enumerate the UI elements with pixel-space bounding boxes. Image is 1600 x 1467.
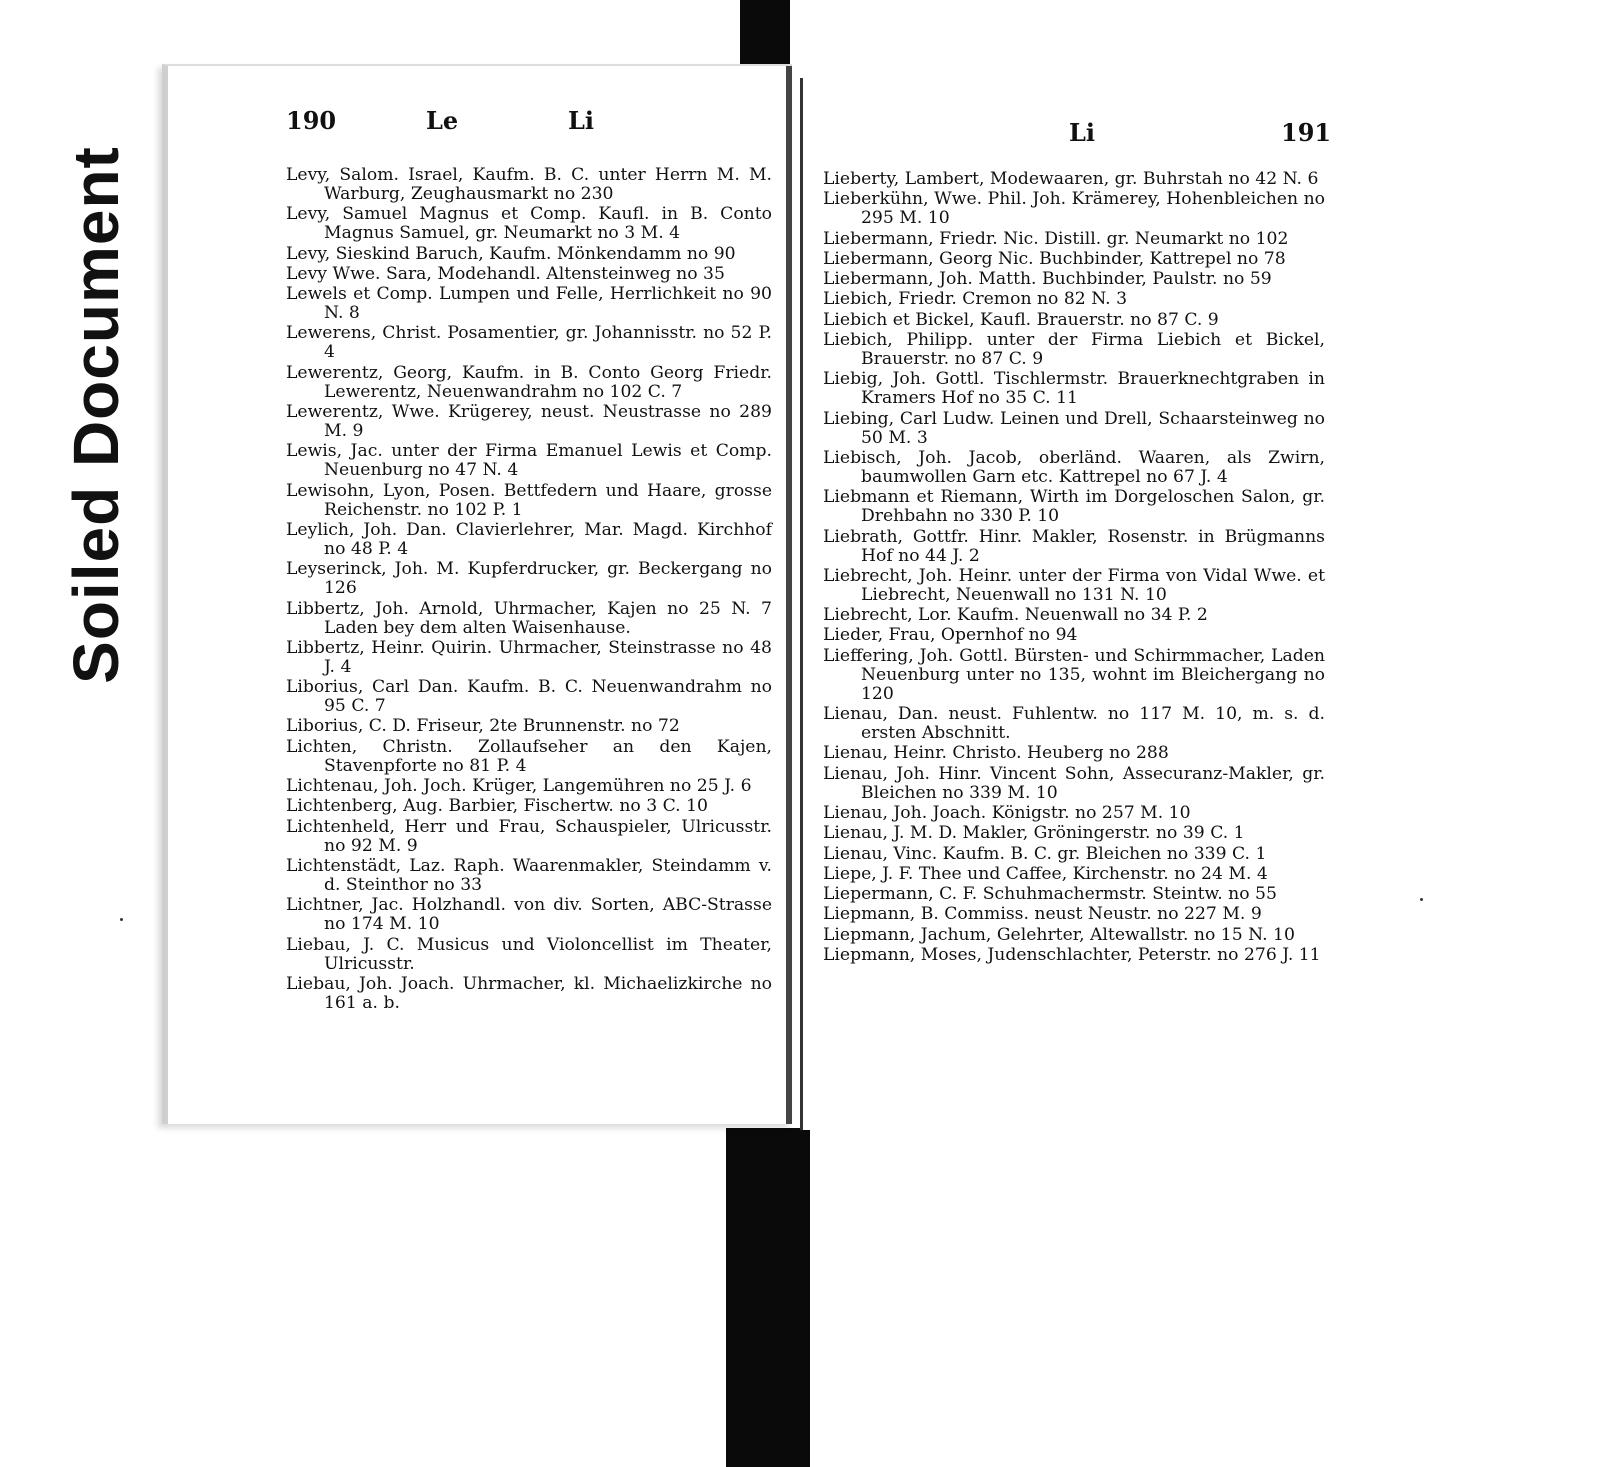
directory-entry: Lienau, Dan. neust. Fuhlentw. no 117 M. 10, m. s. d. ersten Abschnitt. [823,704,1325,744]
book-spine-bottom [726,1128,810,1467]
directory-entry: Liebrath, Gottfr. Hinr. Makler, Rosenstr. in Brügmanns Hof no 44 J. 2 [823,526,1325,566]
directory-entry: Lewerens, Christ. Posamentier, gr. Johannisstr. no 52 P. 4 [286,323,772,363]
left-page-entries [286,166,772,1014]
directory-entry: Lienau, Vinc. Kaufm. B. C. gr. Bleichen no 339 C. 1 [823,843,1267,864]
left-page-heading-1: Le [426,106,459,135]
directory-entry: Lienau, Joh. Hinr. Vincent Sohn, Assecuranz-Makler, gr. Bleichen no 339 M. 10 [823,763,1325,803]
directory-entry: Lichtner, Jac. Holzhandl. von div. Sorten, ABC-Strasse no 174 M. 10 [286,895,772,935]
directory-entry: Lieberty, Lambert, Modewaaren, gr. Buhrstah no 42 N. 6 [823,169,1319,189]
directory-entry: Libbertz, Joh. Arnold, Uhrmacher, Kajen no 25 N. 7 Laden bey dem alten Waisenhause. [286,598,772,638]
soiled-document-stamp [60,146,132,684]
directory-entry: Lieberkühn, Wwe. Phil. Joh. Krämerey, Hohenbleichen no 295 M. 10 [823,189,1325,229]
directory-entry: Lieder, Frau, Opernhof no 94 [823,625,1078,646]
directory-entry: Levy Wwe. Sara, Modehandl. Altensteinweg no 35 [286,263,725,284]
directory-entry: Liebing, Carl Ludw. Leinen und Drell, Schaarsteinweg no 50 M. 3 [823,408,1325,448]
directory-entry: Lewis, Jac. unter der Firma Emanuel Lewis et Comp. Neuenburg no 47 N. 4 [286,441,772,481]
directory-entry: Liepmann, Moses, Judenschlachter, Peterstr. no 276 J. 11 [823,945,1321,966]
left-page-number: 190 [286,106,337,135]
left-page-header [168,106,792,142]
directory-entry: Liebrecht, Joh. Heinr. unter der Firma von Vidal Wwe. et Liebrecht, Neuenwall no 131 N. 10 [823,565,1325,605]
directory-entry: Lewisohn, Lyon, Posen. Bettfedern und Haare, grosse Reichenstr. no 102 P. 1 [286,480,772,520]
directory-entry: Lichtenau, Joh. Joch. Krüger, Langemühren no 25 J. 6 [286,776,752,797]
directory-entry: Liborius, C. D. Friseur, 2te Brunnenstr. no 72 [286,716,680,737]
directory-entry: Lichtenstädt, Laz. Raph. Waarenmakler, Steindamm v. d. Steinthor no 33 [286,855,772,895]
directory-entry: Lichtenheld, Herr und Frau, Schauspieler, Ulricusstr. no 92 M. 9 [286,816,772,856]
directory-entry: Lienau, Heinr. Christo. Heuberg no 288 [823,743,1169,764]
directory-entry: Levy, Samuel Magnus et Comp. Kaufl. in B. Conto Magnus Samuel, gr. Neumarkt no 3 M. 4 [286,204,772,244]
directory-entry: Liebermann, Joh. Matth. Buchbinder, Paulstr. no 59 [823,269,1272,290]
directory-entry: Liebrecht, Lor. Kaufm. Neuenwall no 34 P. 2 [823,605,1208,626]
right-page-heading: Li [1069,118,1095,147]
directory-entry: Liebermann, Georg Nic. Buchbinder, Kattrepel no 78 [823,248,1286,269]
directory-entry: Leylich, Joh. Dan. Clavierlehrer, Mar. Magd. Kirchhof no 48 P. 4 [286,519,772,559]
dust-speck [120,918,123,921]
directory-entry: Lewerentz, Wwe. Krügerey, neust. Neustrasse no 289 M. 9 [286,402,772,442]
directory-entry: Liepermann, C. F. Schuhmachermstr. Steintw. no 55 [823,884,1277,905]
directory-entry: Levy, Salom. Israel, Kaufm. B. C. unter Herrn M. M. Warburg, Zeughausmarkt no 230 [286,165,772,204]
dust-speck [1420,898,1423,901]
directory-entry: Liebmann et Riemann, Wirth im Dorgeloschen Salon, gr. Drehbahn no 330 P. 10 [823,487,1325,527]
directory-entry: Lieffering, Joh. Gottl. Bürsten- und Schirmmacher, Laden Neuenburg unter no 135, wohnt im Bleichergang no 120 [823,645,1325,704]
directory-entry: Liebich, Philipp. unter der Firma Liebich et Bickel, Brauerstr. no 87 C. 9 [823,330,1325,370]
right-page-number: 191 [1281,118,1332,147]
directory-entry: Levy, Sieskind Baruch, Kaufm. Mönkendamm no 90 [286,243,736,264]
directory-entry: Libbertz, Heinr. Quirin. Uhrmacher, Steinstrasse no 48 J. 4 [286,637,772,677]
directory-entry: Lienau, J. M. D. Makler, Gröningerstr. no 39 C. 1 [823,823,1245,844]
right-page-entries [823,170,1325,966]
directory-entry: Liepe, J. F. Thee und Caffee, Kirchenstr. no 24 M. 4 [823,863,1268,884]
right-page [800,78,1420,1130]
directory-entry: Liebisch, Joh. Jacob, oberländ. Waaren, als Zwirn, baumwollen Garn etc. Kattrepel no 67 J. 4 [823,447,1325,487]
directory-entry: Lewels et Comp. Lumpen und Felle, Herrlichkeit no 90 N. 8 [286,284,772,324]
right-page-header [803,118,1420,154]
directory-entry: Lichten, Christn. Zollaufseher an den Kajen, Stavenpforte no 81 P. 4 [286,736,772,776]
stamp-text: Soiled Document [60,146,132,684]
directory-entry: Liebau, Joh. Joach. Uhrmacher, kl. Michaelizkirche no 161 a. b. [286,973,772,1013]
directory-entry: Liebig, Joh. Gottl. Tischlermstr. Brauerknechtgraben in Kramers Hof no 35 C. 11 [823,369,1325,409]
directory-entry: Lewerentz, Georg, Kaufm. in B. Conto Georg Friedr. Lewerentz, Neuenwandrahm no 102 C. 7 [286,362,772,402]
directory-entry: Lichtenberg, Aug. Barbier, Fischertw. no 3 C. 10 [286,796,708,817]
directory-entry: Liebermann, Friedr. Nic. Distill. gr. Neumarkt no 102 [823,228,1289,249]
directory-entry: Liebich, Friedr. Cremon no 82 N. 3 [823,289,1128,310]
directory-entry: Liebich et Bickel, Kaufl. Brauerstr. no 87 C. 9 [823,309,1219,330]
directory-entry: Liepmann, B. Commiss. neust Neustr. no 227 M. 9 [823,904,1262,925]
directory-entry: Liebau, J. C. Musicus und Violoncellist im Theater, Ulricusstr. [286,934,772,974]
directory-entry: Lienau, Joh. Joach. Königstr. no 257 M. 10 [823,802,1191,823]
left-page [162,64,792,1124]
left-page-heading-2: Li [568,106,594,135]
directory-entry: Liepmann, Jachum, Gelehrter, Altewallstr. no 15 N. 10 [823,924,1295,945]
directory-entry: Liborius, Carl Dan. Kaufm. B. C. Neuenwandrahm no 95 C. 7 [286,677,772,717]
directory-entry: Leyserinck, Joh. M. Kupferdrucker, gr. Beckergang no 126 [286,559,772,599]
